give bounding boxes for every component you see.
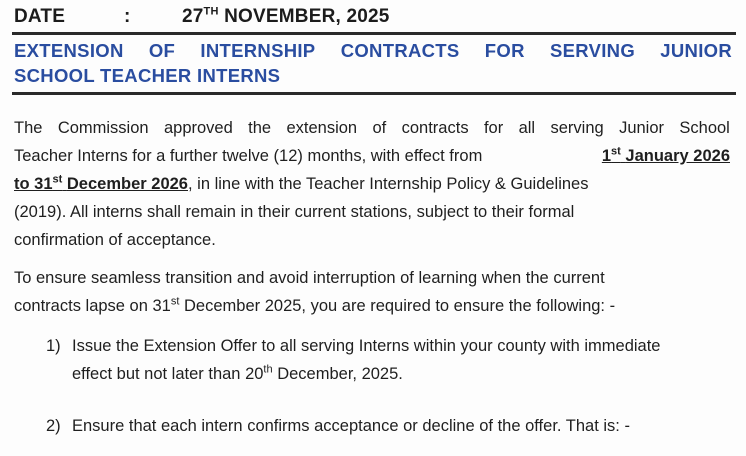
date-label: DATE xyxy=(14,6,66,27)
deadline-day: effect but not later than 20 xyxy=(72,365,264,383)
lapse-date-suffix: st xyxy=(170,295,180,308)
list-item-text xyxy=(72,412,730,440)
heading-line-2: SCHOOL TEACHER INTERNS xyxy=(14,65,281,86)
date-colon: : xyxy=(124,6,131,27)
effective-start-date xyxy=(602,142,730,170)
paragraph-1-line-1 xyxy=(14,114,730,142)
list-item-number: 2) xyxy=(46,417,61,435)
paragraph-2-line-1-text: To ensure seamless transition and avoid interruption of learning when the current xyxy=(14,269,605,287)
paragraph-2 xyxy=(14,264,730,320)
start-month-year: January 2026 xyxy=(625,147,730,165)
list-item xyxy=(40,412,730,440)
date-day: 27 xyxy=(182,6,204,27)
deadline-month-year: December, 2025. xyxy=(277,365,403,383)
paragraph-1-line-2 xyxy=(14,142,730,170)
word: of xyxy=(372,119,387,137)
paragraph-1 xyxy=(14,114,730,254)
heading-word: OF xyxy=(148,40,176,61)
word: serving xyxy=(550,119,604,137)
list-item-line-1 xyxy=(72,332,730,360)
effective-end-date xyxy=(14,175,188,193)
end-day-suffix: st xyxy=(52,173,63,186)
word: contracts xyxy=(401,119,469,137)
heading-word: CONTRACTS xyxy=(340,40,460,61)
heading-word: JUNIOR xyxy=(660,40,732,61)
heading-divider xyxy=(12,92,736,95)
paragraph-1-line-4-text: (2019). All interns shall remain in their current stations, subject to their formal xyxy=(14,203,575,221)
word: Junior xyxy=(619,119,665,137)
deadline-day-suffix: th xyxy=(263,363,273,376)
effective-end-date-group xyxy=(14,170,588,198)
word: extension xyxy=(286,119,358,137)
paragraph-1-line-2-text: Teacher Interns for a further twelve (12) months, with effect from xyxy=(14,147,483,165)
paragraph-1-line-3-text: , in line with the Teacher Internship Policy & Guidelines xyxy=(187,175,589,193)
top-divider xyxy=(12,32,736,35)
word: the xyxy=(248,119,272,137)
word: approved xyxy=(163,119,233,137)
paragraph-1-line-5-text: confirmation of acceptance. xyxy=(14,231,216,249)
end-day: to 31 xyxy=(14,175,53,193)
lapse-date-day: contracts lapse on 31 xyxy=(14,297,171,315)
word: School xyxy=(679,119,730,137)
list-item-number: 1) xyxy=(46,337,61,355)
paragraph-1-line-4 xyxy=(14,198,730,226)
start-day-suffix: st xyxy=(611,145,621,158)
paragraph-1-line-3 xyxy=(14,170,730,198)
paragraph-2-line-1 xyxy=(14,264,730,292)
start-day: 1 xyxy=(601,147,612,165)
paragraph-2-line-2-text xyxy=(14,292,615,320)
heading-word: SERVING xyxy=(550,40,636,61)
heading-word: EXTENSION xyxy=(14,40,124,61)
date-month-year: NOVEMBER, 2025 xyxy=(224,6,390,27)
paragraph-1-line-5 xyxy=(14,226,730,254)
list-item xyxy=(40,332,730,388)
word: Commission xyxy=(57,119,149,137)
heading-word: FOR xyxy=(484,40,525,61)
list-item-text xyxy=(72,332,730,388)
list-item-line-1-text: Issue the Extension Offer to all serving Interns within your county with immediate xyxy=(72,337,661,355)
document-heading xyxy=(14,38,732,88)
date-day-suffix: TH xyxy=(203,5,219,18)
word: for xyxy=(483,119,504,137)
word: The xyxy=(14,119,43,137)
heading-line-1 xyxy=(14,38,732,63)
heading-word: INTERNSHIP xyxy=(200,40,316,61)
end-month-year: December 2026 xyxy=(66,175,188,193)
date-line xyxy=(14,6,390,28)
paragraph-2-line-2-rest: December 2025, you are required to ensure the following: - xyxy=(184,297,616,315)
list-item-line-2 xyxy=(72,360,730,388)
paragraph-2-line-2 xyxy=(14,292,730,320)
list-item-line-1: Ensure that each intern confirms acceptance or decline of the offer. That is: - xyxy=(72,417,630,435)
word: all xyxy=(518,119,536,137)
